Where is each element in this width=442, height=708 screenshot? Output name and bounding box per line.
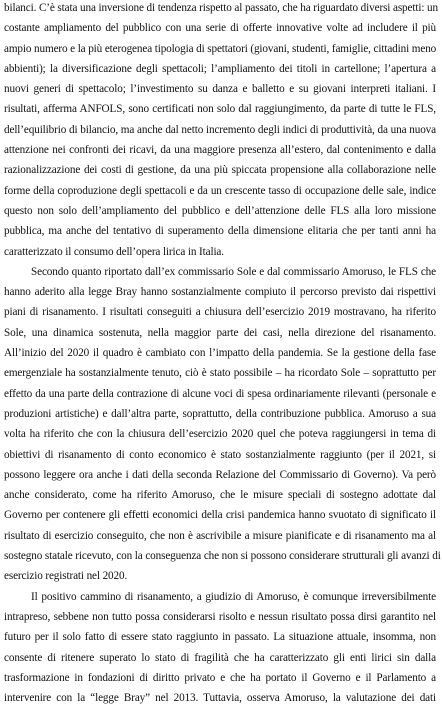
text-line: Il positivo cammino di risanamento, a giudizio di Amoruso, è comunque irreversibilmente (31, 590, 436, 603)
paragraph-1 (4, 0, 436, 262)
text-line: abbienti); la diversificazione degli spettacoli; l’ampliamento dei titoli in cartellone; l’apertura a (4, 62, 436, 75)
text-line: volta ha riferito che con la chiusura dell’esercizio 2020 quel che poteva raggiungersi in tema di (4, 428, 436, 441)
text-line: produzioni artistiche) e dall’altra parte, soprattutto, della contribuzione pubblica. Amoruso a sua (4, 407, 436, 420)
body-text (4, 0, 441, 708)
text-line: intervenire con la “legge Bray” nel 2013. Tuttavia, osserva Amoruso, la valutazione dei dati (4, 692, 436, 705)
text-line: pubblica, ma anche del tentativo di superamento della dimensione elitaria che per tanti anni ha (4, 225, 436, 238)
text-line: forme della coproduzione degli spettacoli e da un crescente tasso di occupazione delle sale, indice (4, 184, 436, 197)
text-line: costante ampliamento del pubblico con una serie di offerte innovative volte ad includere il più (4, 22, 436, 35)
text-line: piani di risanamento. I risultati conseguiti a chiusura dell’esercizio 2019 mostravano, ha riferito (4, 306, 436, 319)
text-line: Secondo quanto riportato dall’ex commissario Sole e dal commissario Amoruso, le FLS che (31, 265, 436, 278)
text-line: esercizio registrati nel 2020. (4, 570, 128, 583)
paragraph-2 (4, 262, 441, 587)
text-line: caratterizzato il consumo dell’opera lirica in Italia. (4, 245, 224, 258)
text-line: razionalizzazione dei costi di gestione, da una più spiccata propensione alla collaborazione nelle (4, 164, 436, 177)
text-line: All’inizio del 2020 il quadro è cambiato con l’impatto della pandemia. Se la gestione della fase (4, 347, 436, 360)
text-line: anche considerato, come ha riferito Amoruso, che le misure speciali di sostegno adottate dal (4, 489, 436, 502)
text-line: sostegno statale ricevuto, con la conseguenza che non si possono considerare strutturali gli avanzi di (4, 550, 441, 563)
text-line: risultati, afferma ANFOLS, sono certificati non solo dal raggiungimento, da parte di tutte le FLS, (4, 103, 436, 116)
text-line: emergenziale ha sostanzialmente tenuto, ciò è stato possibile – ha ricordato Sole – soprattutto per (4, 367, 436, 380)
text-line: possono leggere ora anche i dati della seconda Relazione del Commissario di Governo). Va però (4, 468, 436, 481)
text-line: nuovi generi di spettacolo; l’investimento su danza e balletto e su giovani interpreti italiani. I (4, 83, 436, 96)
paragraph-3 (4, 587, 436, 708)
text-line: obiettivi di risanamento di conto economico è stato sostanzialmente raggiunto (per il 2021, si (4, 448, 436, 461)
text-line: Sole, una dinamica sostenuta, nella maggior parte dei casi, nella direzione del risanamento. (4, 326, 436, 339)
text-line: risultato di esercizio conseguito, che non è ascrivibile a misure pianificate e di risanamento ma al (4, 529, 436, 542)
text-line: ampio numero e la più eterogenea tipologia di spettatori (giovani, studenti, famiglie, cittadini meno (4, 42, 437, 55)
text-line: Governo per contenere gli effetti economici della crisi pandemica hanno svuotato di significato il (4, 509, 436, 522)
text-line: intrapreso, sebbene non tutto possa considerarsi risolto e nessun risultato possa dirsi garantito nel (4, 610, 436, 623)
text-line: dell’equilibrio di bilancio, ma anche dal netto incremento degli indici di produttività, da una nuova (4, 123, 436, 136)
text-line: futuro per il solo fatto di essere stato raggiunto in passato. La situazione attuale, insomma, non (4, 631, 436, 644)
text-line: questo non solo dell’ampliamento del pubblico e dell’attenzione delle FLS alla loro missione (4, 204, 436, 217)
text-line: trasformazione in fondazioni di diritto privato e che ha portato il Governo e il Parlamento a (4, 671, 436, 684)
text-line: hanno aderito alla legge Bray hanno sostanzialmente compiuto il percorso previsto dai rispettivi (4, 286, 436, 299)
text-line: effetto da una parte della contrazione di alcune voci di spesa ordinariamente rilevanti (personale e (4, 387, 436, 400)
text-line: attenzione nei confronti dei ricavi, da una maggiore presenza all’estero, dal contenimento e dalla (4, 144, 436, 157)
text-line: bilanci. C’è stata una inversione di tendenza rispetto al passato, che ha riguardato diversi aspetti: un (4, 2, 438, 14)
text-line: consente di ritenere superato lo stato di fragilità che ha caratterizzato gli enti lirici sin dalla (4, 651, 436, 664)
